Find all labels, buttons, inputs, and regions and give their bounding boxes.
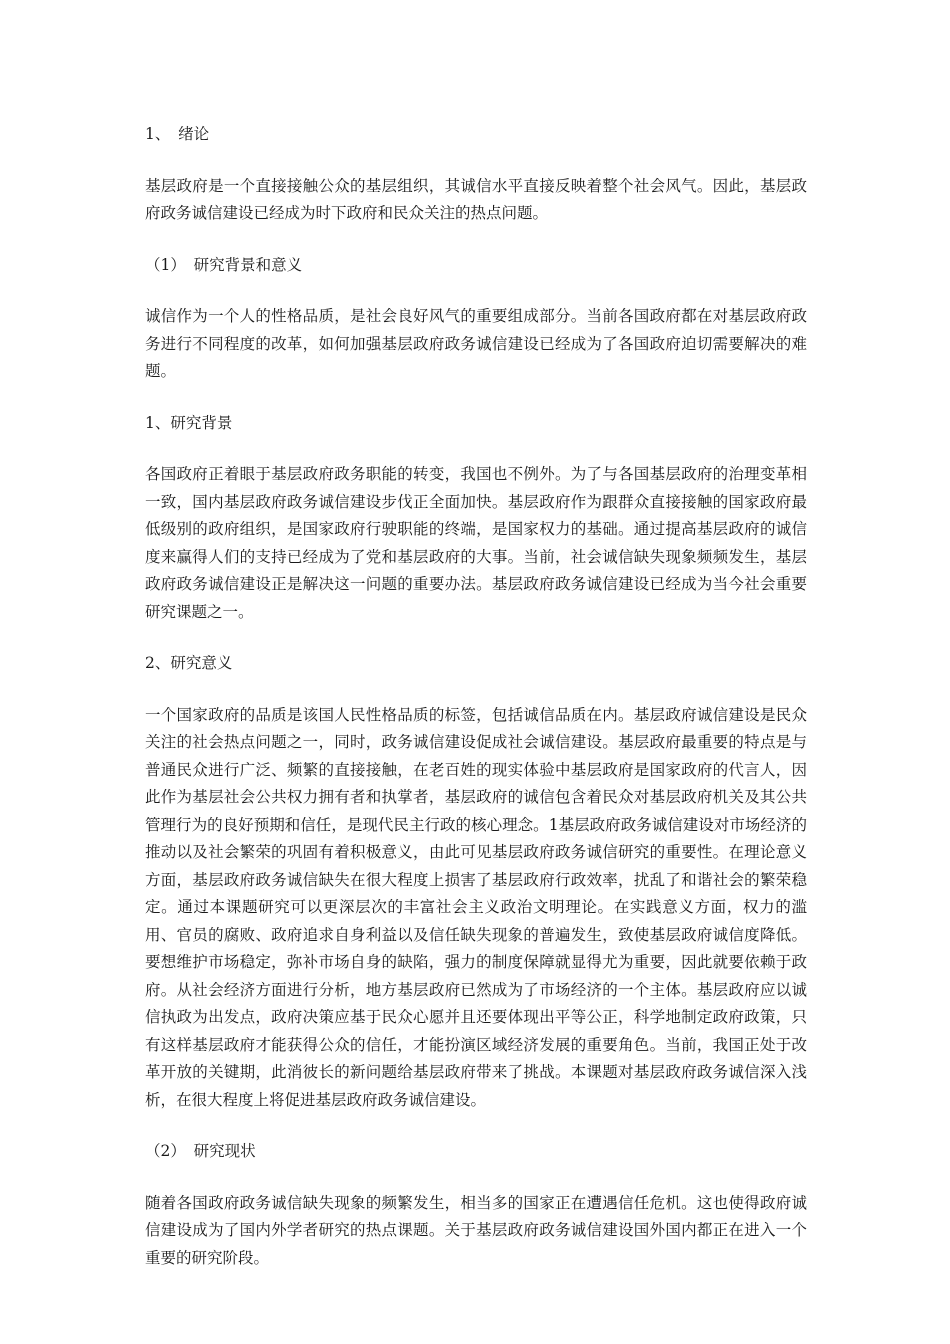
paragraph-background: 各国政府正着眼于基层政府政务职能的转变，我国也不例外。为了与各国基层政府的治理变革相一致，国内基层政府政务诚信建设步伐正全面加快。基层政府作为跟群众直接接触的国家政府最低级别的政府组织，是国家政府行驶职能的终端，是国家权力的基础。通过提高基层政府的诚信度来赢得人们的支持已经成为了党和基层政府的大事。当前，社会诚信缺失现象频频发生，基层政府政务诚信建设正是解决这一问题的重要办法。基层政府政务诚信建设已经成为当今社会重要研究课题之一。 — [145, 465, 807, 621]
section-heading-background-significance: （1） 研究背景和意义 — [145, 255, 303, 274]
section-heading-research-status: （2） 研究现状 — [145, 1142, 256, 1160]
section-heading-introduction: 1、 绪论 — [145, 125, 210, 143]
subsection-heading-background: 1、研究背景 — [145, 413, 233, 432]
subsection-heading-significance: 2、研究意义 — [145, 654, 233, 672]
document-body — [145, 121, 807, 1296]
paragraph-background-significance: 诚信作为一个人的性格品质，是社会良好风气的重要组成部分。当前各国政府都在对基层政府政务进行不同程度的改革，如何加强基层政府政务诚信建设已经成为了各国政府迫切需要解决的难题。 — [145, 307, 807, 380]
paragraph-research-status: 随着各国政府政务诚信缺失现象的频繁发生，相当多的国家正在遭遇信任危机。这也使得政府诚信建设成为了国内外学者研究的热点课题。关于基层政府政务诚信建设国外国内都正在进入一个重要的研究阶段。 — [145, 1193, 807, 1267]
paragraph-introduction: 基层政府是一个直接接触公众的基层组织，其诚信水平直接反映着整个社会风气。因此，基层政府政务诚信建设已经成为时下政府和民众关注的热点问题。 — [145, 176, 807, 222]
paragraph-significance: 一个国家政府的品质是该国人民性格品质的标签，包括诚信品质在内。基层政府诚信建设是民众关注的社会热点问题之一，同时，政务诚信建设促成社会诚信建设。基层政府最重要的特点是与普通民众进行广泛、频繁的直接接触，在老百姓的现实体验中基层政府是国家政府的代言人，因此作为基层社会公共权力拥有者和执掌者，基层政府的诚信包含着民众对基层政府机关及其公共管理行为的良好预期和信任，是现代民主行政的核心理念。1基层政府政务诚信建设对市场经济的推动以及社会繁荣的巩固有着积极意义，由此可见基层政府政务诚信研究的重要性。在理论意义方面，基层政府政务诚信缺失在很大程度上损害了基层政府行政效率，扰乱了和谐社会的繁荣稳定。通过本课题研究可以更深层次的丰富社会主义政治文明理论。在实践意义方面，权力的滥用、官员的腐败、政府追求自身利益以及信任缺失现象的普遍发生，致使基层政府诚信度降低。要想维护市场稳定，弥补市场自身的缺陷，强力的制度保障就显得尤为重要，因此就要依赖于政府。从社会经济方面进行分析，地方基层政府已然成为了市场经济的一个主体。基层政府应以诚信执政为出发点，政府决策应基于民众心愿并且还要体现出平等公正，科学地制定政府政策，只有这样基层政府才能获得公众的信任，才能扮演区域经济发展的重要角色。当前，我国正处于改革开放的关键期，此消彼长的新问题给基层政府带来了挑战。本课题对基层政府政务诚信深入浅析，在很大程度上将促进基层政府政务诚信建设。 — [145, 705, 807, 1109]
